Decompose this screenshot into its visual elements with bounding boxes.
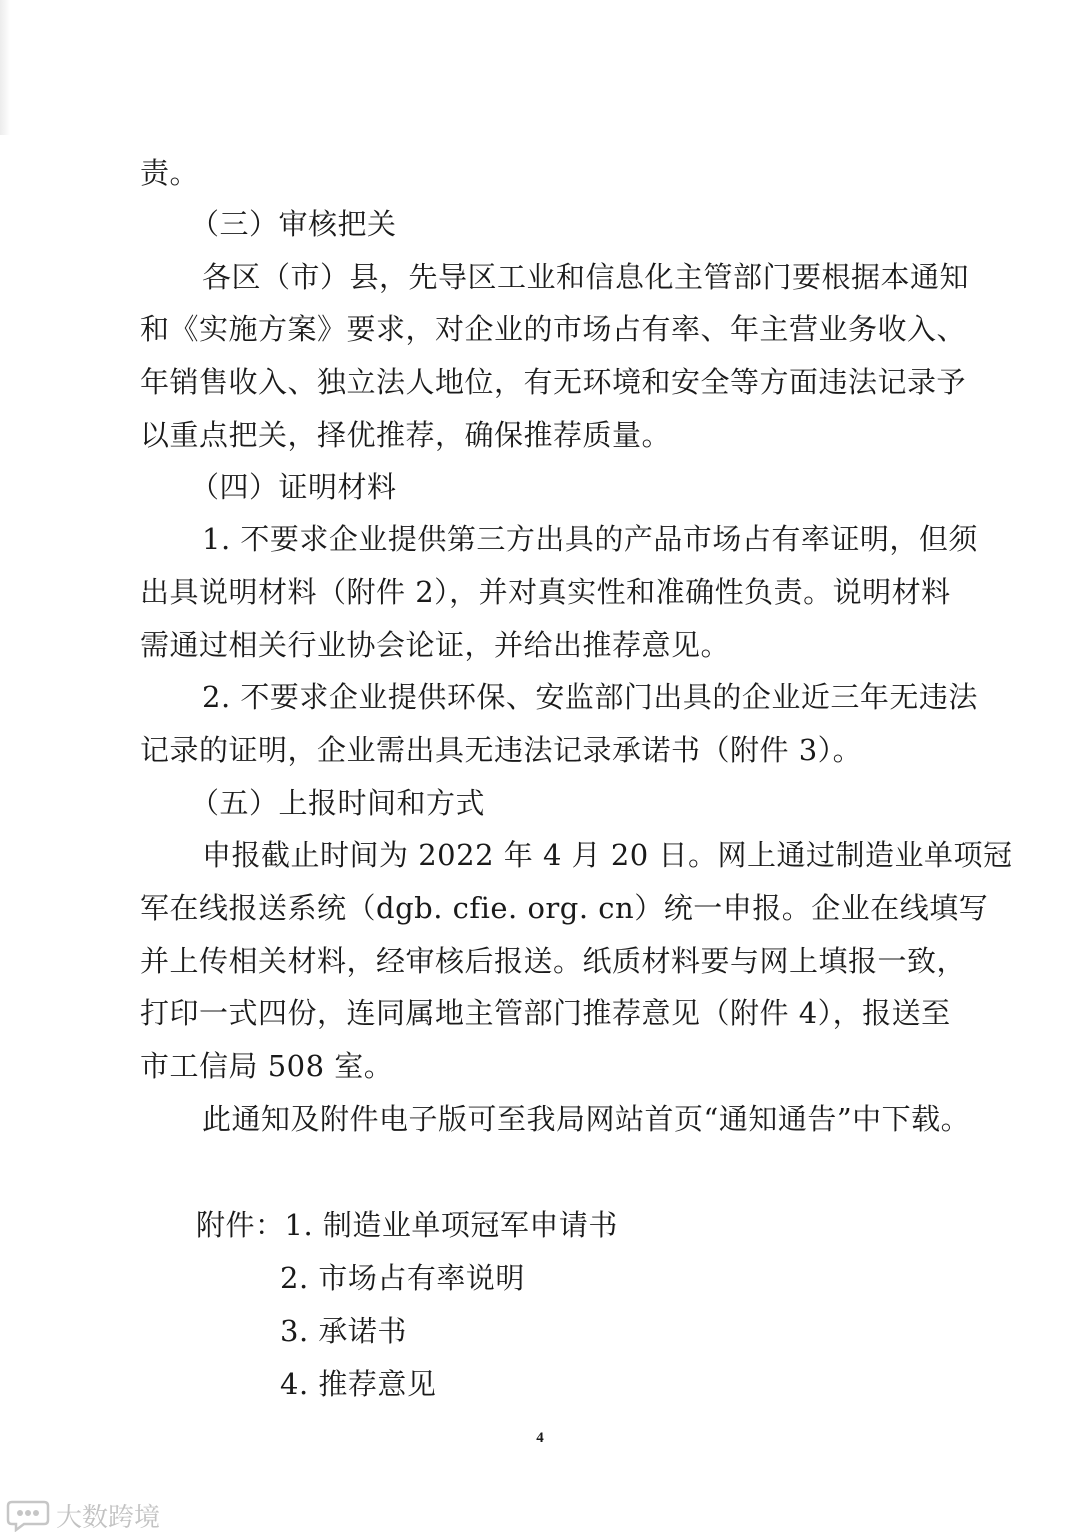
section-heading-5: （五）上报时间和方式 bbox=[190, 786, 486, 820]
paragraph-line: 以重点把关，择优推荐，确保推荐质量。 bbox=[140, 418, 672, 452]
speech-bubble-logo-icon bbox=[6, 1498, 50, 1532]
paragraph-line: 记录的证明，企业需出具无违法记录承诺书（附件 3）。 bbox=[140, 733, 863, 767]
section-heading-3: （三）审核把关 bbox=[190, 207, 397, 241]
paragraph-line: 并上传相关材料，经审核后报送。纸质材料要与网上填报一致， bbox=[140, 944, 967, 978]
attachment-list-item: 附件：1. 制造业单项冠军申请书 bbox=[196, 1208, 618, 1242]
attachment-list-item: 4. 推荐意见 bbox=[280, 1367, 437, 1401]
paragraph-line: 市工信局 508 室。 bbox=[140, 1049, 394, 1083]
page-number: 4 bbox=[536, 1430, 544, 1446]
scan-edge-shadow bbox=[0, 0, 10, 135]
download-note: 此通知及附件电子版可至我局网站首页“通知通告”中下载。 bbox=[202, 1102, 971, 1136]
paragraph-line: 申报截止时间为 2022 年 4 月 20 日。网上通过制造业单项冠 bbox=[202, 838, 1013, 872]
watermark bbox=[6, 1495, 160, 1535]
paragraph-line: 打印一式四份，连同属地主管部门推荐意见（附件 4），报送至 bbox=[140, 996, 951, 1030]
paragraph-line: 和《实施方案》要求，对企业的市场占有率、年主营业务收入、 bbox=[140, 312, 967, 346]
attachment-list-item: 2. 市场占有率说明 bbox=[280, 1261, 525, 1295]
paragraph-line-tail: 责。 bbox=[140, 156, 200, 190]
paragraph-line: 1. 不要求企业提供第三方出具的产品市场占有率证明，但须 bbox=[202, 522, 978, 556]
paragraph-line: 军在线报送系统（dgb. cfie. org. cn）统一申报。企业在线填写 bbox=[140, 891, 989, 925]
paragraph-line: 2. 不要求企业提供环保、安监部门出具的企业近三年无违法 bbox=[202, 680, 978, 714]
paragraph-line: 出具说明材料（附件 2），并对真实性和准确性负责。说明材料 bbox=[140, 575, 951, 609]
watermark-text: 大数跨境 bbox=[56, 1502, 161, 1533]
attachment-list-item: 3. 承诺书 bbox=[280, 1314, 407, 1348]
section-heading-4: （四）证明材料 bbox=[190, 470, 397, 504]
paragraph-line: 年销售收入、独立法人地位，有无环境和安全等方面违法记录予 bbox=[140, 365, 967, 399]
paragraph-line: 需通过相关行业协会论证，并给出推荐意见。 bbox=[140, 628, 731, 662]
paragraph-line: 各区（市）县，先导区工业和信息化主管部门要根据本通知 bbox=[202, 260, 970, 294]
